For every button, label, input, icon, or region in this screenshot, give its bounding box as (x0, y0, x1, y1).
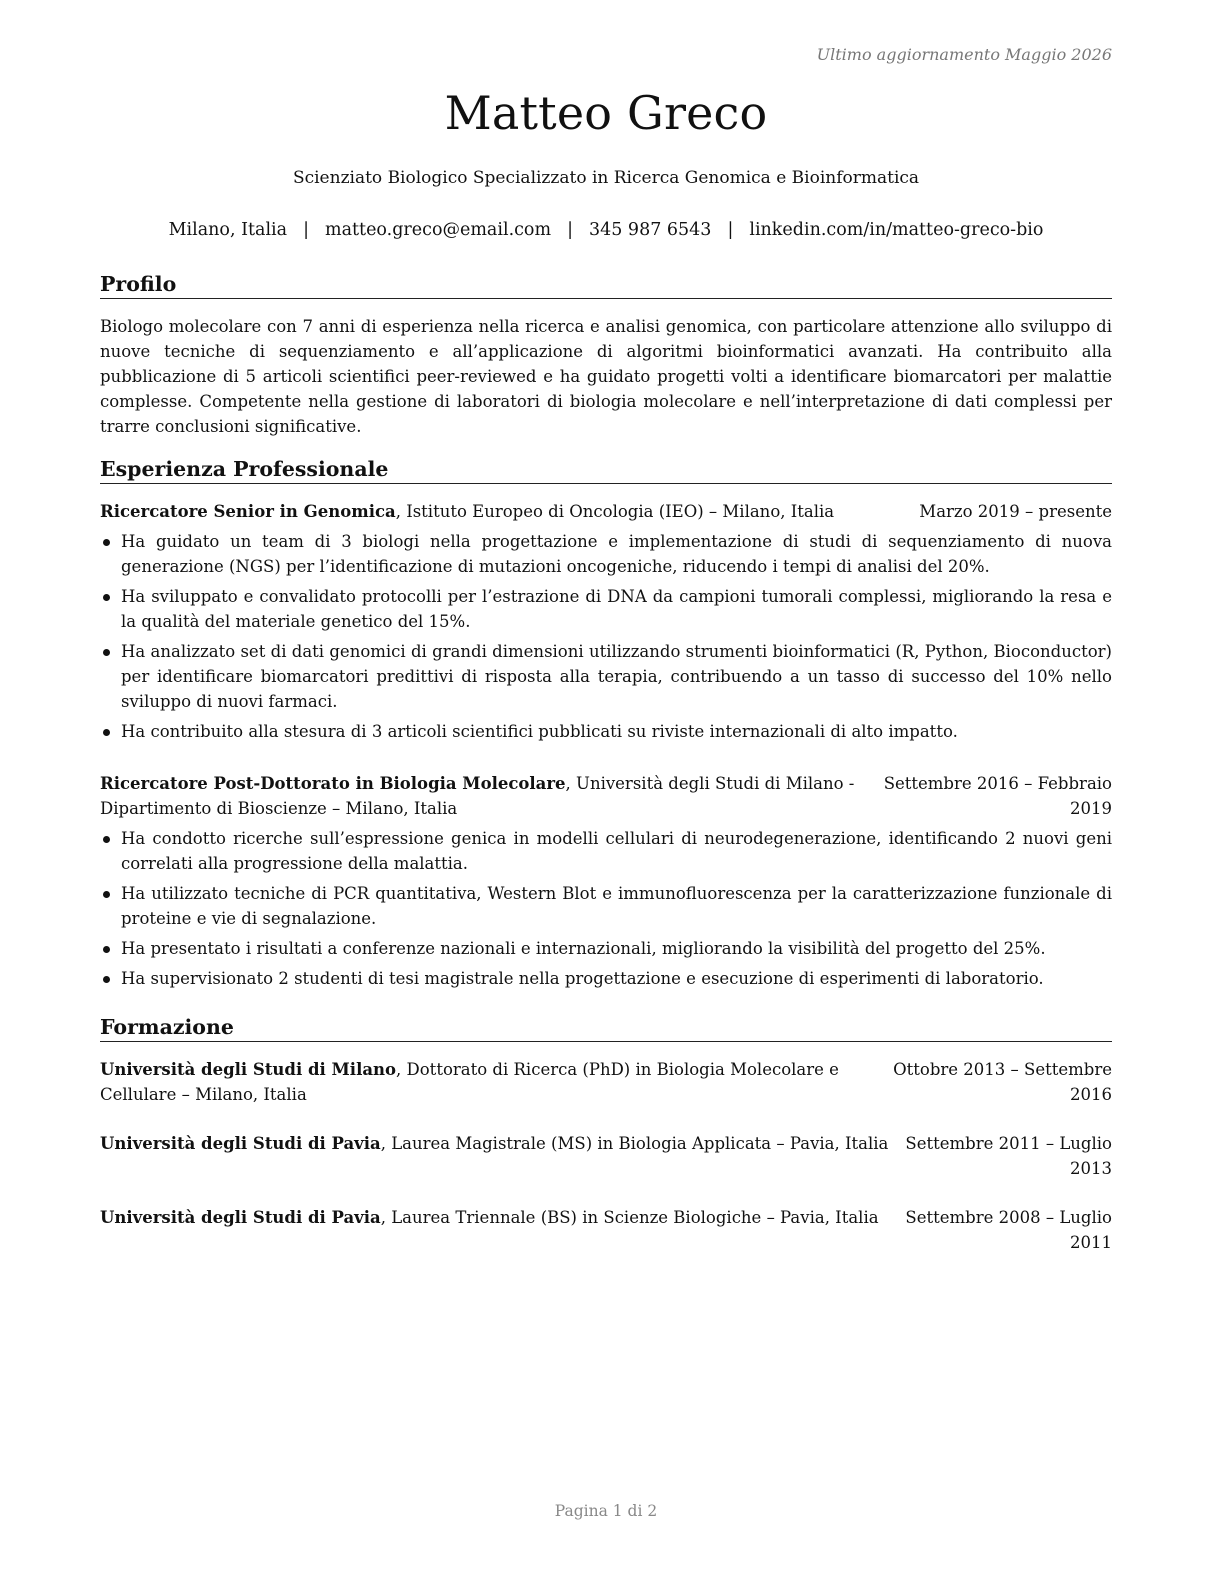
contact-separator: | (727, 220, 734, 240)
education-dates: Settembre 2011 – Luglio 2013 (905, 1134, 1112, 1178)
list-item: Ha utilizzato tecniche di PCR quantitativa, Western Blot e immunofluorescenza per la caratterizzazione funzionale di proteine e vie di segnalazione. (100, 881, 1112, 931)
job-organization: , Istituto Europeo di Oncologia (IEO) – Milano, Italia (395, 502, 835, 521)
education-school: Università degli Studi di Milano (100, 1060, 397, 1079)
candidate-name: Matteo Greco (444, 86, 768, 140)
list-item: Ha supervisionato 2 studenti di tesi magistrale nella progettazione e esecuzione di esperimenti di laboratorio. (100, 966, 1112, 991)
list-item: Ha analizzato set di dati genomici di grandi dimensioni utilizzando strumenti bioinformatici (R, Python, Bioconductor) per identificare biomarcatori predittivi di risposta alla terapia, contribuendo a un tasso di successo del 10% nello sviluppo di nuovi farmaci. (100, 639, 1112, 714)
list-item: Ha contribuito alla stesura di 3 articoli scientifici pubblicati su riviste internazionali di alto impatto. (100, 719, 1112, 744)
job-organization: , Università degli Studi di Milano - Dipartimento di Bioscienze – Milano, Italia (100, 774, 855, 818)
candidate-headline: Scienziato Biologico Specializzato in Ricerca Genomica e Bioinformatica (292, 168, 920, 188)
resume-page (100, 0, 1112, 1584)
job-header (100, 499, 1112, 524)
education-dates: Settembre 2008 – Luglio 2011 (905, 1208, 1112, 1252)
job-bullets (100, 529, 1112, 749)
education-school: Università degli Studi di Pavia (100, 1208, 381, 1227)
list-item: Ha guidato un team di 3 biologi nella progettazione e implementazione di studi di sequenziamento di nuova generazione (NGS) per l’identificazione di mutazioni oncogeniche, riducendo i tempi di analisi del 20%. (100, 529, 1112, 579)
contact-separator: | (303, 220, 309, 240)
job-dates: Marzo 2019 – presente (919, 502, 1112, 521)
education-degree: , Laurea Triennale (BS) in Scienze Biologiche – Pavia, Italia (380, 1208, 879, 1227)
section-title-education: Formazione (100, 1015, 1112, 1042)
list-item: Ha condotto ricerche sull’espressione genica in modelli cellulari di neurodegenerazione, identificando 2 nuovi geni correlati alla progressione della malattia. (100, 826, 1112, 876)
education-degree: , Dottorato di Ricerca (PhD) in Biologia Molecolare e Cellulare – Milano, Italia (100, 1060, 839, 1104)
contact-email[interactable]: matteo.greco@email.com (324, 220, 552, 240)
last-updated: Ultimo aggiornamento Maggio 2026 (816, 45, 1112, 64)
list-item: Ha sviluppato e convalidato protocolli per l’estrazione di DNA da campioni tumorali complessi, migliorando la resa e la qualità del materiale genetico del 15%. (100, 584, 1112, 634)
section-title-experience: Esperienza Professionale (100, 457, 1112, 484)
contact-location: Milano, Italia (168, 220, 288, 240)
page-number: Pagina 1 di 2 (554, 1502, 658, 1520)
job-bullets (100, 826, 1112, 996)
job-role: Ricercatore Senior in Genomica (100, 502, 396, 521)
job-role: Ricercatore Post-Dottorato in Biologia Molecolare (100, 774, 566, 793)
education-degree: , Laurea Magistrale (MS) in Biologia Applicata – Pavia, Italia (380, 1134, 889, 1153)
list-item: Ha presentato i risultati a conferenze nazionali e internazionali, migliorando la visibilità del progetto del 25%. (100, 936, 1112, 961)
section-title-profile: Profilo (100, 272, 1112, 299)
job-dates: Settembre 2016 – Febbraio 2019 (883, 774, 1112, 818)
contact-separator: | (567, 220, 573, 240)
contact-line (100, 220, 1112, 240)
education-school: Università degli Studi di Pavia (100, 1134, 381, 1153)
education-dates: Ottobre 2013 – Settembre 2016 (893, 1060, 1112, 1104)
contact-linkedin[interactable]: linkedin.com/in/matteo-greco-bio (749, 220, 1044, 240)
profile-text: Biologo molecolare con 7 anni di esperienza nella ricerca e analisi genomica, con particolare attenzione allo sviluppo di nuove tecniche di sequenziamento e all’applicazione di algoritmi bioinformatici avanzati. Ha contribuito alla pubblicazione di 5 articoli scientifici peer-reviewed e ha guidato progetti volti a identificare biomarcatori per malattie complesse. Competente nella gestione di laboratori di biologia molecolare e nell’interpretazione di dati complessi per trarre conclusioni significative. (100, 317, 1112, 436)
contact-phone: 345 987 6543 (588, 220, 712, 240)
